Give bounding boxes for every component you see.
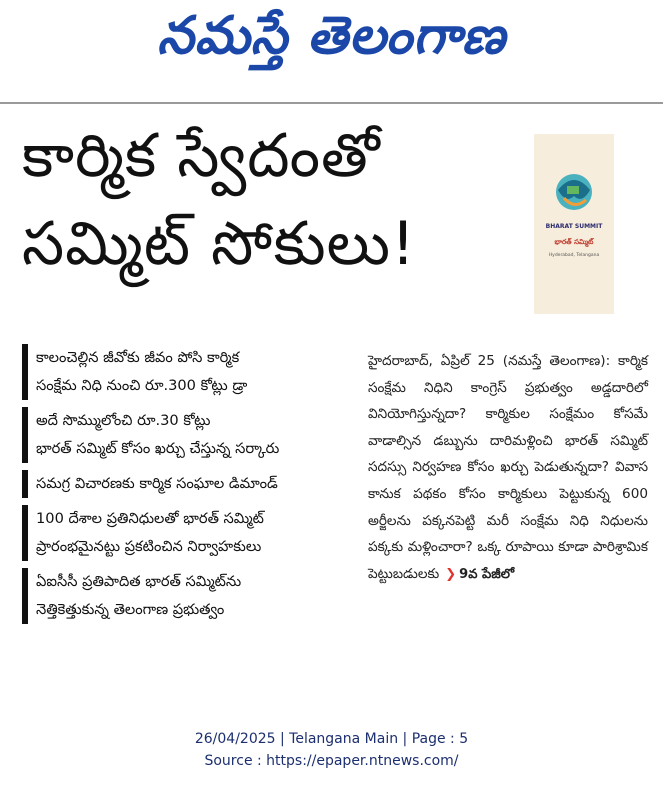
masthead	[0, 0, 663, 98]
headline	[22, 112, 532, 288]
logo-line-2: భారత్ సమ్మిట్	[554, 238, 594, 246]
article-body	[368, 348, 648, 588]
highlight-line: అదే సొమ్ములోంచి రూ.30 కోట్లు	[36, 412, 211, 429]
footer-source-line[interactable]: Source : https://epaper.ntnews.com/	[204, 753, 459, 769]
highlight-line: నెత్తికెత్తుకున్న తెలంగాణ ప్రభుత్వం	[36, 601, 225, 618]
highlight-line: భారత్ సమ్మిట్ కోసం ఖర్చు చేస్తున్న సర్కారు	[36, 440, 280, 457]
headline-line-1: కార్మిక స్వేదంతో	[22, 121, 381, 191]
highlight-blurb	[22, 505, 350, 561]
bharat-summit-logo	[534, 134, 614, 314]
headline-line-2: సమ్మిట్ సోకులు!	[22, 209, 417, 279]
highlights-column	[22, 344, 350, 631]
highlight-line: 100 దేశాల ప్రతినిధులతో భారత్ సమ్మిట్	[36, 510, 264, 527]
masthead-divider	[0, 102, 663, 104]
continued-link[interactable]	[445, 562, 514, 589]
highlight-line: సమగ్ర విచారణకు కార్మిక సంఘాల డిమాండ్	[36, 475, 278, 492]
continue-arrow-icon: ❯	[445, 566, 457, 582]
highlight-blurb	[22, 407, 350, 463]
continued-label: 9వ పేజీలో	[459, 566, 515, 582]
highlight-line: ప్రారంభమైనట్టు ప్రకటించిన నిర్వాహకులు	[36, 538, 262, 555]
article-column	[368, 348, 648, 588]
article-text: హైదరాబాద్, ఏప్రిల్ 25 (నమస్తే తెలంగాణ): కార్మిక సంక్షేమ నిధిని కాంగ్రెస్ ప్రభుత్వం అడ్డదారిలో వినియోగిస్తున్నదా? కార్మికుల సంక్షేమం కోసమే వాడాల్సిన డబ్బును దారిమళ్లించి భారత్ సమ్మిట్ సదస్సు నిర్వహణ కోసం ఖర్చు పెడుతున్నదా? వివాస కానుక పథకం కోసం కార్మికులు పెట్టుకున్న 600 అర్జీలను పక్కనపెట్టి మరీ సంక్షేమ నిధి నిధులను పక్కకు మళ్లించారా? ఒక్క రూపాయి కూడా పారిశ్రామిక పెట్టుబడులకు	[368, 353, 648, 582]
summit-emblem-icon	[534, 134, 614, 314]
masthead-title: నమస్తే తెలంగాణ	[157, 6, 506, 66]
highlight-blurb	[22, 568, 350, 624]
logo-line-1: BHARAT SUMMIT	[545, 223, 603, 230]
highlight-blurb	[22, 470, 350, 498]
highlight-line: కాలంచెల్లిన జీవోకు జీవం పోసి కార్మిక	[36, 349, 240, 366]
highlight-line: సంక్షేమ నిధి నుంచి రూ.300 కోట్లు డ్రా	[36, 377, 248, 394]
highlight-line: ఏఐసీసీ ప్రతిపాదిత భారత్ సమ్మిట్‌ను	[36, 573, 242, 590]
footer-date-line: 26/04/2025 | Telangana Main | Page : 5	[194, 731, 469, 747]
highlight-blurb	[22, 344, 350, 400]
logo-line-3: Hyderabad, Telangana	[548, 253, 600, 258]
